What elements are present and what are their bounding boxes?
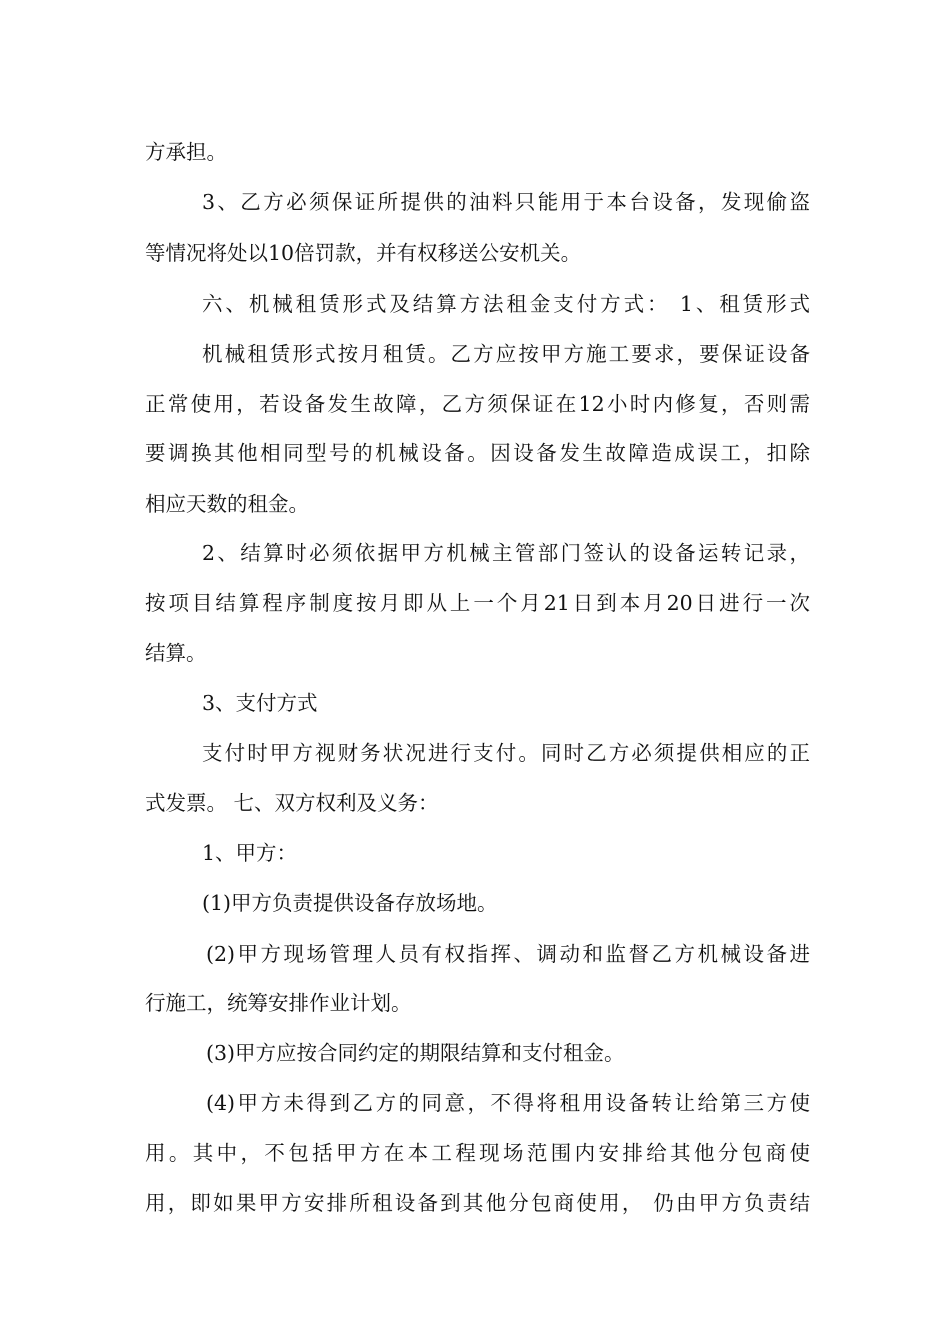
paragraph-line: (4)甲方未得到乙方的同意，不得将租用设备转让给第三方使: [206, 1091, 810, 1115]
paragraph-line: 相应天数的租金。: [145, 492, 309, 516]
paragraph-line: 1、甲方：: [202, 841, 298, 865]
paragraph-line: 按项目结算程序制度按月即从上一个月21日到本月20日进行一次: [145, 591, 810, 615]
paragraph-line: 机械租赁形式按月租赁。乙方应按甲方施工要求，要保证设备: [202, 342, 810, 366]
paragraph-line: 用，即如果甲方安排所租设备到其他分包商使用， 仍由甲方负责结: [145, 1191, 810, 1215]
paragraph-line: 3、支付方式: [202, 691, 318, 715]
paragraph-line: 方承担。: [145, 140, 227, 164]
paragraph-line: 六、机械租赁形式及结算方法租金支付方式： 1、租赁形式: [202, 292, 810, 316]
paragraph-line: (1)甲方负责提供设备存放场地。: [202, 891, 498, 915]
paragraph-line: (3)甲方应按合同约定的期限结算和支付租金。: [206, 1041, 625, 1065]
paragraph-line: 正常使用，若设备发生故障，乙方须保证在12小时内修复，否则需: [145, 392, 810, 416]
paragraph-line: 结算。: [145, 641, 207, 665]
paragraph-line: 行施工，统筹安排作业计划。: [145, 991, 412, 1015]
paragraph-line: 支付时甲方视财务状况进行支付。同时乙方必须提供相应的正: [202, 741, 810, 765]
paragraph-line: (2)甲方现场管理人员有权指挥、调动和监督乙方机械设备进: [206, 942, 810, 966]
paragraph-line: 要调换其他相同型号的机械设备。因设备发生故障造成误工，扣除: [145, 441, 810, 465]
paragraph-line: 式发票。 七、双方权利及义务：: [145, 791, 439, 815]
paragraph-line: 用。其中，不包括甲方在本工程现场范围内安排给其他分包商使: [145, 1141, 810, 1165]
paragraph-line: 等情况将处以10倍罚款，并有权移送公安机关。: [145, 241, 582, 265]
paragraph-line: 2、结算时必须依据甲方机械主管部门签认的设备运转记录，: [202, 541, 810, 565]
paragraph-line: 3、乙方必须保证所提供的油料只能用于本台设备，发现偷盗: [202, 190, 810, 214]
